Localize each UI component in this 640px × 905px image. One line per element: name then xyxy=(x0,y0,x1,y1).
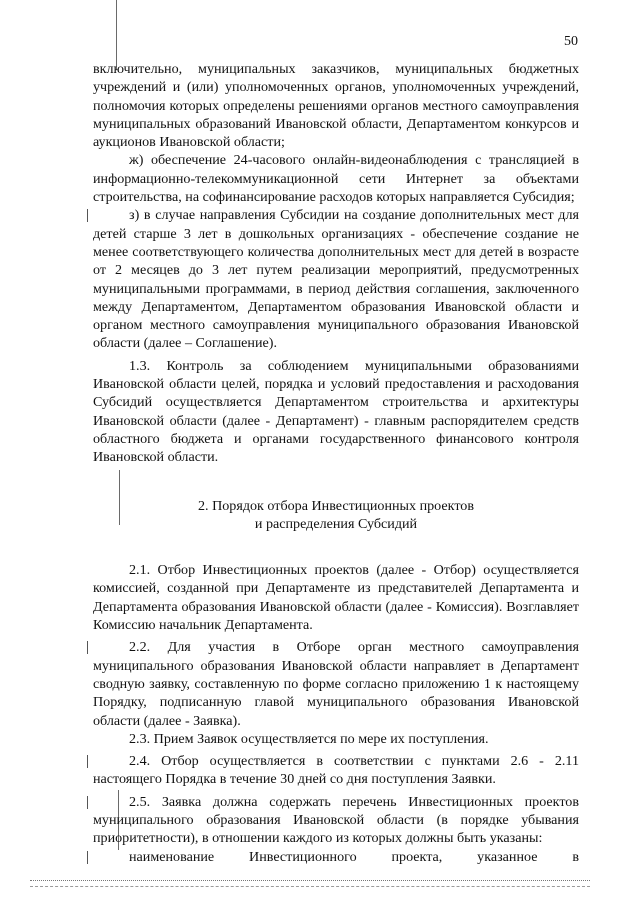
section-heading xyxy=(93,497,579,534)
paragraph: 2.2. Для участия в Отборе орган местного самоуправления муниципального образования Ивановской области направляет в Департамент сводную заявку, составленную по форме согласно приложению 1 к настоящему Порядку, подписанную главой муниципального образования Ивановской области (далее - Заявка). xyxy=(93,639,579,729)
paragraph: 2.1. Отбор Инвестиционных проектов (далее - Отбор) осуществляется комиссией, созданной при Департаменте из представителей Департамента и Департамента образования Ивановской области (далее - Комиссия). Возглавляет Комиссию начальник Департамента. xyxy=(93,562,579,634)
paragraph: включительно, муниципальных заказчиков, муниципальных бюджетных учреждений и (или) уполномоченных органов, уполномоченных учреждений, полномочия которых определены решениями органов местного самоуправления муниципальных образований Ивановской области, Департаментом конкурсов и аукционов Ивановской области; xyxy=(93,61,579,151)
paragraph: 1.3. Контроль за соблюдением муниципальными образованиями Ивановской области целей, порядка и условий предоставления и расходования Субсидий осуществляется Департаментом строительства и архитектуры Ивановской области (далее - Департамент) - главным распорядителем средств областного бюджета и органами государственного финансового контроля Ивановской области. xyxy=(93,357,579,466)
paragraph: з) в случае направления Субсидии на создание дополнительных мест для детей старше 3 лет в дошкольных организациях - обеспечение создание не менее соответствующего количества дополнительных мест для детей в возрасте от 2 месяцев до 3 лет путем реализации мероприятий, предусмотренных муниципальными программами, в период действия соглашения, заключенного между Департаментом, Департаментом образования Ивановской области и органом местного самоуправления муниципального образования Ивановской области (далее – Соглашение). xyxy=(93,207,579,352)
paragraph: 2.5. Заявка должна содержать перечень Инвестиционных проектов муниципального образования Ивановской области (в порядке убывания приоритетности), в отношении каждого из которых должны быть указаны: xyxy=(93,793,579,847)
paragraph: 2.4. Отбор осуществляется в соответствии с пунктами 2.6 - 2.11 настоящего Порядка в течение 30 дней со дня поступления Заявки. xyxy=(93,753,579,788)
scan-artifact-dots xyxy=(30,880,590,881)
section-heading-line: 2. Порядок отбора Инвестиционных проектов xyxy=(197,497,474,514)
paragraph: наименование Инвестиционного проекта, указанное в xyxy=(93,848,579,866)
page-number: 50 xyxy=(564,34,578,49)
paragraph: ж) обеспечение 24-часового онлайн-видеонаблюдения с трансляцией в информационно-телекоммуникационной сети Интернет за объектами строительства, на софинансирование расходов которых направляется Субсидия; xyxy=(93,152,579,206)
paragraph: 2.3. Прием Заявок осуществляется по мере их поступления. xyxy=(129,730,489,747)
scan-artifact-dots xyxy=(30,886,590,887)
section-heading-line: и распределения Субсидий xyxy=(254,515,418,532)
body-text xyxy=(93,60,579,866)
